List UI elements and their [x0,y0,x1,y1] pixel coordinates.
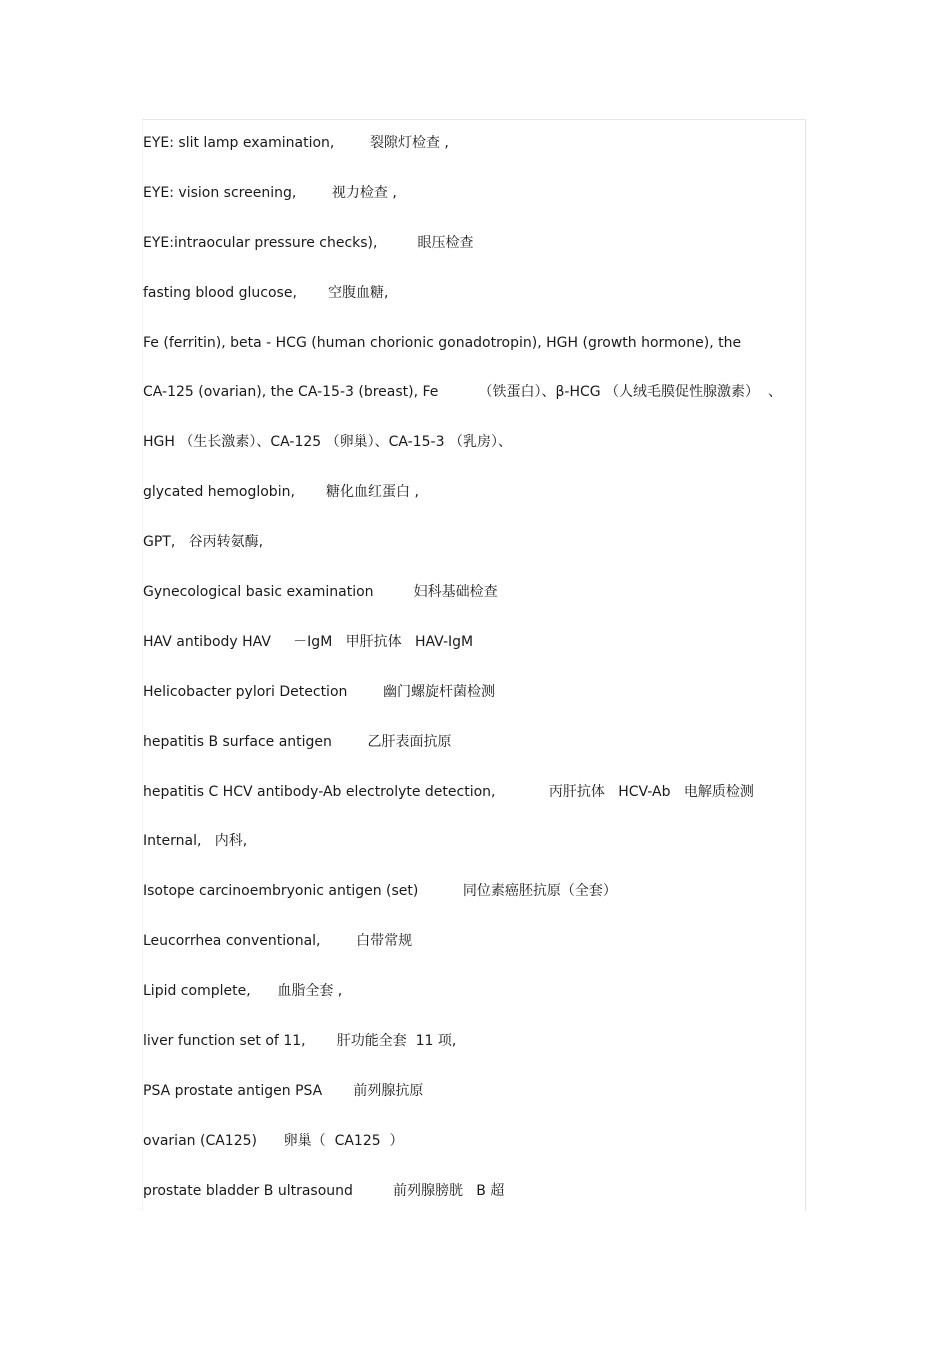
document-line: Internal, 内科, [143,833,248,850]
document-line: hepatitis B surface antigen 乙肝表面抗原 [143,733,452,750]
document-line: Isotope carcinoembryonic antigen (set) 同位素癌胚抗原（全套） [143,883,617,900]
document-line: Leucorrhea conventional, 白带常规 [143,933,413,950]
document-line: Helicobacter pylori Detection 幽门螺旋杆菌检测 [143,683,495,700]
document-line: EYE: slit lamp examination, 裂隙灯检查 , [143,135,449,151]
document-line: CA-125 (ovarian), the CA-15-3 (breast), Fe （铁蛋白）、β-HCG （人绒毛膜促性腺激素） 、 [143,384,782,401]
document-line: glycated hemoglobin, 糖化血红蛋白 , [143,484,419,501]
document-line: liver function set of 11, 肝功能全套 11 项, [143,1033,457,1050]
document-line: Lipid complete, 血脂全套 , [143,983,343,1000]
document-line: Fe (ferritin), beta - HCG (human chorionic gonadotropin), HGH (growth hormone), the [143,334,742,351]
document-line: Gynecological basic examination 妇科基础检查 [143,584,498,601]
document-line: hepatitis C HCV antibody-Ab electrolyte detection, 丙肝抗体 HCV-Ab 电解质检测 [143,783,754,800]
document-line: ovarian (CA125) 卵巢（ CA125 ） [143,1132,404,1149]
document-line: HAV antibody HAV －IgM 甲肝抗体 HAV-IgM [143,633,474,650]
document-line: fasting blood glucose, 空腹血糖, [143,284,389,301]
document-line: HGH （生长激素）、CA-125 （卵巢）、CA-15-3 （乳房）、 [143,434,512,451]
document-line: GPT, 谷丙转氨酶, [143,534,264,551]
document-line: EYE:intraocular pressure checks), 眼压检查 [143,234,474,251]
document-line: prostate bladder B ultrasound 前列腺膀胱 B 超 [143,1182,505,1199]
document-line: EYE: vision screening, 视力检查 , [143,184,397,201]
document-line: PSA prostate antigen PSA 前列腺抗原 [143,1082,424,1099]
document-body [143,133,803,1231]
